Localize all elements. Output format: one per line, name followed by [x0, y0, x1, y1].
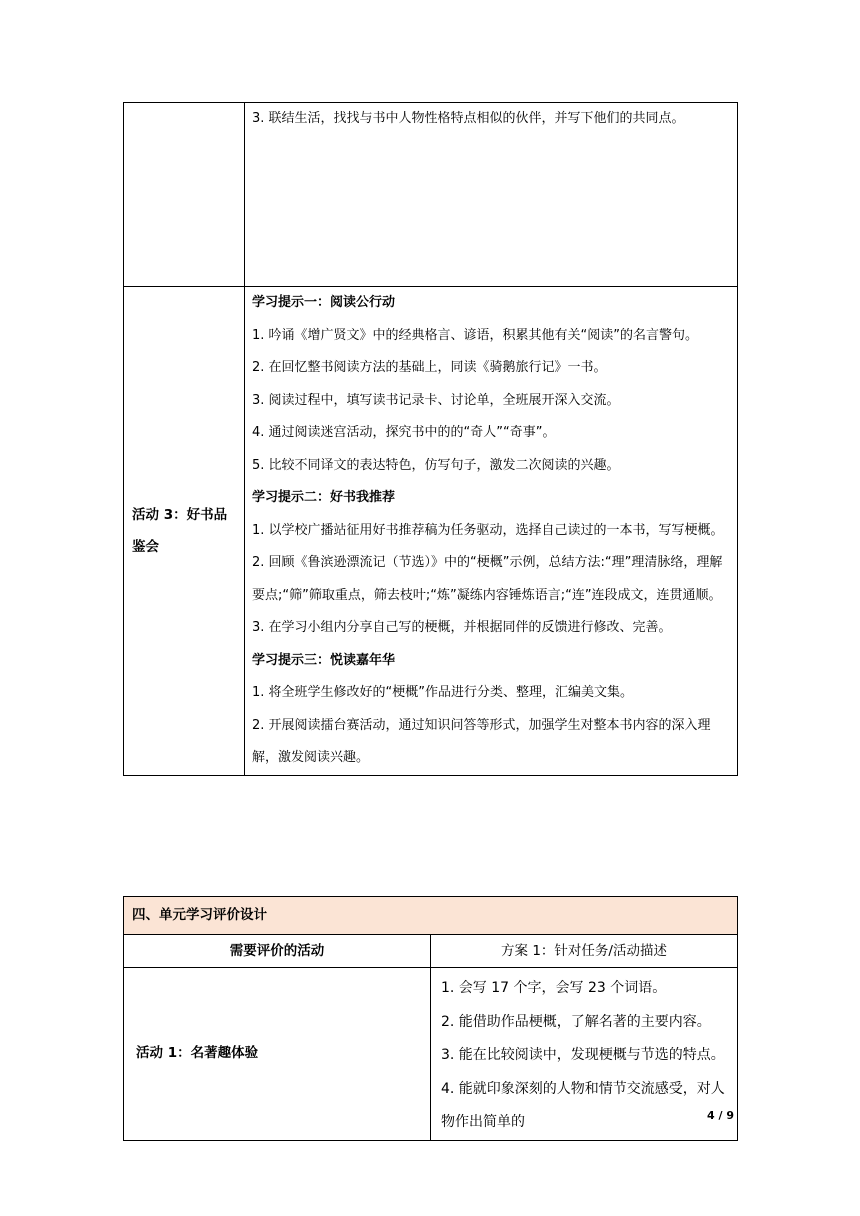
activity-content [245, 287, 738, 776]
criteria-item: 3. 能在比较阅读中，发现梗概与节选的特点。 [441, 1047, 725, 1063]
tip-item: 2. 在回忆整书阅读方法的基础上，同读《骑鹅旅行记》一书。 [252, 360, 607, 375]
evaluation-activity: 活动 1：名著趣体验 [124, 968, 431, 1141]
section-header-row [124, 897, 738, 935]
criteria-item: 1. 会写 17 个字，会写 23 个词语。 [441, 980, 667, 996]
tip-item: 1. 将全班学生修改好的“梗概”作品进行分类、整理，汇编美文集。 [252, 685, 634, 700]
content-line: 3. 联结生活，找找与书中人物性格特点相似的伙伴，并写下他们的共同点。 [252, 111, 685, 126]
column-header-row [124, 935, 738, 968]
tip-title: 学习提示二：好书我推荐 [252, 490, 396, 505]
evaluation-criteria [431, 968, 738, 1141]
evaluation-row [124, 968, 738, 1141]
page-number: 4 / 9 [707, 1109, 734, 1122]
activity-content [245, 103, 738, 287]
activity-row-continued [124, 103, 738, 287]
column-header-plan: 方案 1：针对任务/活动描述 [431, 935, 738, 968]
tip-item: 4. 通过阅读迷宫活动，探究书中的的“奇人”“奇事”。 [252, 425, 556, 440]
activity-table [123, 102, 738, 776]
column-header-activity: 需要评价的活动 [124, 935, 431, 968]
activity-row-3 [124, 287, 738, 776]
tip-item: 2. 回顾《鲁滨逊漂流记（节选）》中的“梗概”示例，总结方法:“理”理清脉络，理解要点;“筛”筛取重点，筛去枝叶;“炼”凝练内容锤炼语言;“连”连段成文，连贯通顺。 [252, 555, 723, 603]
tip-item: 2. 开展阅读擂台赛活动，通过知识问答等形式，加强学生对整本书内容的深入理解，激发阅读兴趣。 [252, 717, 711, 765]
activity-label: 活动 3：好书品鉴会 [124, 287, 245, 776]
section-title: 四、单元学习评价设计 [124, 897, 738, 935]
tip-title: 学习提示一：阅读公行动 [252, 295, 396, 310]
tip-item: 3. 阅读过程中，填写读书记录卡、讨论单，全班展开深入交流。 [252, 392, 620, 408]
criteria-item: 2. 能借助作品梗概，了解名著的主要内容。 [441, 1013, 711, 1030]
criteria-item: 4. 能就印象深刻的人物和情节交流感受，对人物作出简单的 [441, 1080, 725, 1130]
activity-label-empty [124, 103, 245, 287]
tip-item: 1. 吟诵《增广贤文》中的经典格言、谚语，积累其他有关“阅读”的名言警句。 [252, 327, 699, 343]
evaluation-table [123, 896, 738, 1141]
tip-title: 学习提示三：悦读嘉年华 [252, 652, 396, 668]
tip-item: 3. 在学习小组内分享自己写的梗概，并根据同伴的反馈进行修改、完善。 [252, 620, 672, 635]
tip-item: 5. 比较不同译文的表达特色，仿写句子，激发二次阅读的兴趣。 [252, 457, 620, 473]
tip-item: 1. 以学校广播站征用好书推荐稿为任务驱动，选择自己读过的一本书，写写梗概。 [252, 522, 724, 538]
